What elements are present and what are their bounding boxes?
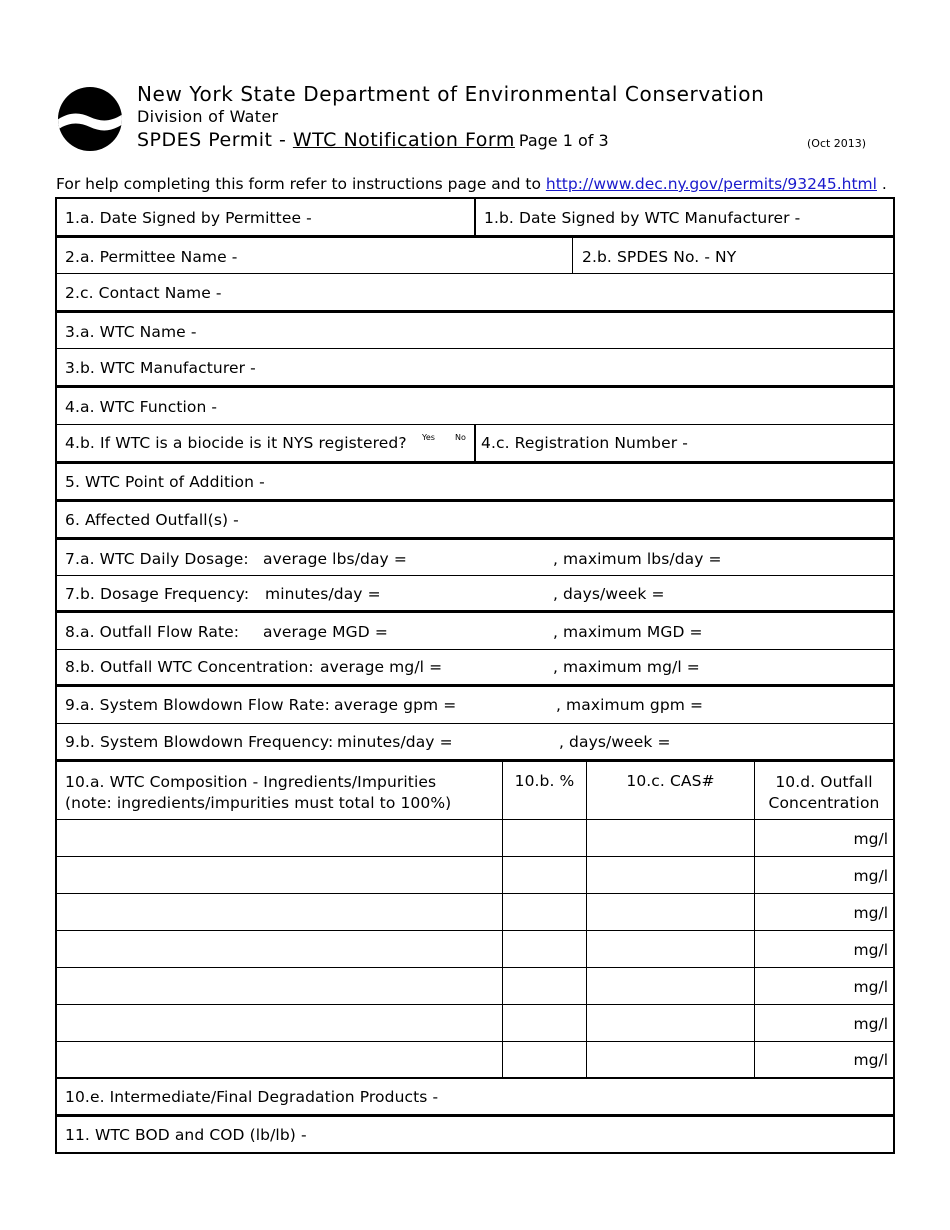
divider (55, 273, 895, 274)
composition-header-line1: 10.a. WTC Composition - Ingredients/Impurities (65, 773, 437, 791)
registered-yes-checkbox[interactable]: Yes (422, 433, 435, 442)
blowdown-days-field[interactable]: , days/week = (559, 733, 671, 751)
help-link[interactable]: http://www.dec.ny.gov/permits/93245.html (545, 175, 877, 193)
row-4-unit: mg/l (853, 941, 888, 959)
daily-dosage-label: 7.a. WTC Daily Dosage: (65, 550, 249, 568)
concentration-average-field[interactable]: average mg/l = (320, 658, 443, 676)
dosage-minutes-field[interactable]: minutes/day = (265, 585, 381, 603)
flow-maximum-field[interactable]: , maximum MGD = (553, 623, 703, 641)
help-suffix: . (876, 175, 887, 193)
outfall-flow-label: 8.a. Outfall Flow Rate: (65, 623, 240, 641)
composition-header (65, 772, 451, 814)
page-number: Page 1 of 3 (518, 131, 609, 150)
wtc-manufacturer-field[interactable]: 3.b. WTC Manufacturer - (65, 359, 256, 377)
concentration-maximum-field[interactable]: , maximum mg/l = (553, 658, 700, 676)
registered-no-checkbox[interactable]: No (455, 433, 466, 442)
registration-number-field[interactable]: 4.c. Registration Number - (481, 434, 688, 452)
percent-header: 10.b. % (514, 772, 575, 790)
row-3-unit: mg/l (853, 904, 888, 922)
outfall-concentration-label: 8.b. Outfall WTC Concentration: (65, 658, 314, 676)
affected-outfalls-field[interactable]: 6. Affected Outfall(s) - (65, 511, 239, 529)
divider (55, 348, 895, 349)
spdes-number-field[interactable]: 2.b. SPDES No. - NY (582, 248, 737, 266)
form-title (137, 129, 609, 151)
wtc-function-field[interactable]: 4.a. WTC Function - (65, 398, 218, 416)
dosage-frequency-label: 7.b. Dosage Frequency: (65, 585, 250, 603)
blowdown-minutes-field[interactable]: minutes/day = (337, 733, 453, 751)
point-of-addition-field[interactable]: 5. WTC Point of Addition - (65, 473, 265, 491)
composition-header-line2: (note: ingredients/impurities must total to 100%) (65, 794, 452, 812)
permittee-name-field[interactable]: 2.a. Permittee Name - (65, 248, 238, 266)
table-row-divider (55, 856, 895, 857)
divider (586, 760, 587, 1078)
outfall-concentration-line1: 10.d. Outfall (775, 773, 873, 791)
row-5-unit: mg/l (853, 978, 888, 996)
nysdec-logo-icon (57, 86, 123, 152)
table-row-divider (55, 967, 895, 968)
divider (502, 760, 503, 1078)
bod-cod-field[interactable]: 11. WTC BOD and COD (lb/lb) - (65, 1126, 307, 1144)
row-6-unit: mg/l (853, 1015, 888, 1033)
flow-average-field[interactable]: average MGD = (263, 623, 388, 641)
dosage-days-field[interactable]: , days/week = (553, 585, 665, 603)
divider (474, 424, 476, 462)
revision-date: (Oct 2013) (807, 137, 867, 150)
wtc-name-field[interactable]: 3.a. WTC Name - (65, 323, 197, 341)
blowdown-maximum-field[interactable]: , maximum gpm = (556, 696, 704, 714)
table-row-divider (55, 1004, 895, 1005)
divider (474, 197, 476, 237)
form-prefix: SPDES Permit - (137, 129, 293, 151)
divider (55, 649, 895, 650)
contact-name-field[interactable]: 2.c. Contact Name - (65, 284, 222, 302)
table-row-divider (55, 1041, 895, 1042)
outfall-concentration-line2: Concentration (768, 794, 880, 812)
blowdown-flow-label: 9.a. System Blowdown Flow Rate: (65, 696, 330, 714)
dosage-maximum-field[interactable]: , maximum lbs/day = (553, 550, 722, 568)
divider (55, 723, 895, 724)
date-signed-permittee-field[interactable]: 1.a. Date Signed by Permittee - (65, 209, 312, 227)
row-7-unit: mg/l (853, 1051, 888, 1069)
division-name: Division of Water (137, 107, 279, 126)
blowdown-average-field[interactable]: average gpm = (334, 696, 457, 714)
table-row-divider (55, 930, 895, 931)
divider (55, 575, 895, 576)
biocide-registered-question: 4.b. If WTC is a biocide is it NYS registered? (65, 434, 407, 452)
agency-name: New York State Department of Environmental Conservation (137, 82, 765, 106)
degradation-products-field[interactable]: 10.e. Intermediate/Final Degradation Products - (65, 1088, 439, 1106)
table-row-divider (55, 893, 895, 894)
dosage-average-field[interactable]: average lbs/day = (263, 550, 407, 568)
cas-header: 10.c. CAS# (626, 772, 715, 790)
divider (572, 236, 573, 273)
row-2-unit: mg/l (853, 867, 888, 885)
outfall-concentration-header (755, 772, 893, 814)
form-title-underlined: WTC Notification Form (292, 129, 515, 151)
help-text: For help completing this form refer to instructions page and to (56, 175, 546, 193)
table-row-divider (55, 819, 895, 820)
date-signed-manufacturer-field[interactable]: 1.b. Date Signed by WTC Manufacturer - (484, 209, 801, 227)
blowdown-frequency-label: 9.b. System Blowdown Frequency: (65, 733, 334, 751)
row-1-unit: mg/l (853, 830, 888, 848)
help-line (56, 175, 887, 193)
